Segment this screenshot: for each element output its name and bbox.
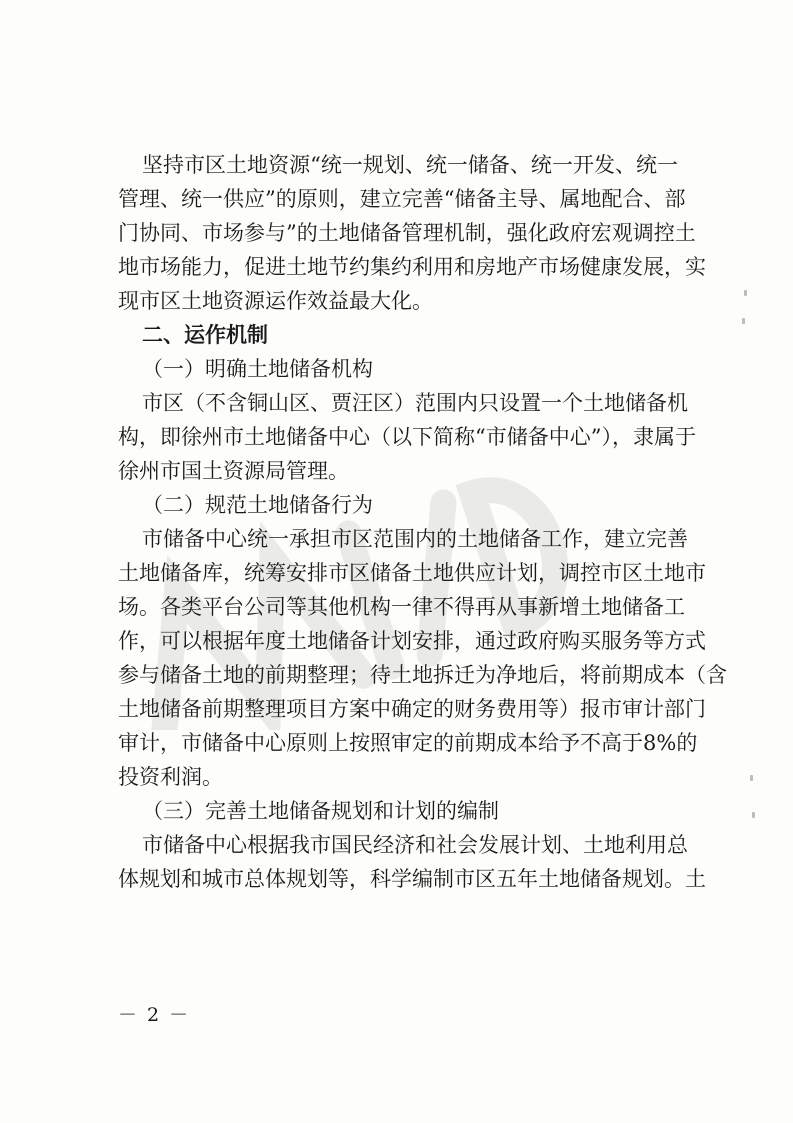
text-line: 门协同、市场参与”的土地储备管理机制，强化政府宏观调控土 xyxy=(118,221,696,245)
scan-speck xyxy=(750,775,753,781)
paragraph-agency xyxy=(118,386,696,488)
paragraph-principles xyxy=(118,148,706,318)
scan-speck xyxy=(744,290,747,296)
text-line: 市储备中心根据我市国民经济和社会发展计划、土地利用总 xyxy=(142,833,688,857)
text-line: 市区（不含铜山区、贾汪区）范围内只设置一个土地储备机 xyxy=(142,391,688,415)
text-line: 现市区土地资源运作效益最大化。 xyxy=(118,289,433,313)
text-line: 参与储备土地的前期整理；待土地拆迁为净地后，将前期成本（含 xyxy=(118,663,727,687)
text-line: 坚持市区土地资源“统一规划、统一储备、统一开发、统一 xyxy=(142,153,678,177)
section-heading: 二、运作机制 xyxy=(142,322,268,347)
subsection-heading: （三）完善土地储备规划和计划的编制 xyxy=(142,799,499,823)
text-line: 体规划和城市总体规划等，科学编制市区五年土地储备规划。土 xyxy=(118,867,706,891)
text-line: 徐州市国土资源局管理。 xyxy=(118,459,349,483)
text-line: 投资利润。 xyxy=(118,765,223,789)
text-line: 审计，市储备中心原则上按照审定的前期成本给予不高于8%的 xyxy=(118,731,698,755)
subsection-heading: （二）规范土地储备行为 xyxy=(142,493,373,517)
scan-speck xyxy=(752,812,755,818)
page-number: － 2 － xyxy=(118,1004,191,1026)
document-body xyxy=(118,148,727,896)
text-line: 土地储备库，统筹安排市区储备土地供应计划，调控市区土地市 xyxy=(118,561,706,585)
text-line: 地市场能力，促进土地节约集约利用和房地产市场健康发展，实 xyxy=(118,255,706,279)
scan-speck xyxy=(742,318,745,324)
text-line: 作，可以根据年度土地储备计划安排，通过政府购买服务等方式 xyxy=(118,629,706,653)
text-line: 管理、统一供应”的原则，建立完善“储备主导、属地配合、部 xyxy=(118,187,686,211)
paragraph-planning xyxy=(118,828,706,896)
text-line: 构，即徐州市土地储备中心（以下简称“市储备中心”），隶属于 xyxy=(118,425,696,449)
text-line: 场。各类平台公司等其他机构一律不得再从事新增土地储备工 xyxy=(118,595,685,619)
subsection-heading: （一）明确土地储备机构 xyxy=(142,357,373,381)
text-line: 市储备中心统一承担市区范围内的土地储备工作，建立完善 xyxy=(142,527,688,551)
paragraph-behavior xyxy=(118,522,727,794)
text-line: 土地储备前期整理项目方案中确定的财务费用等）报市审计部门 xyxy=(118,697,706,721)
